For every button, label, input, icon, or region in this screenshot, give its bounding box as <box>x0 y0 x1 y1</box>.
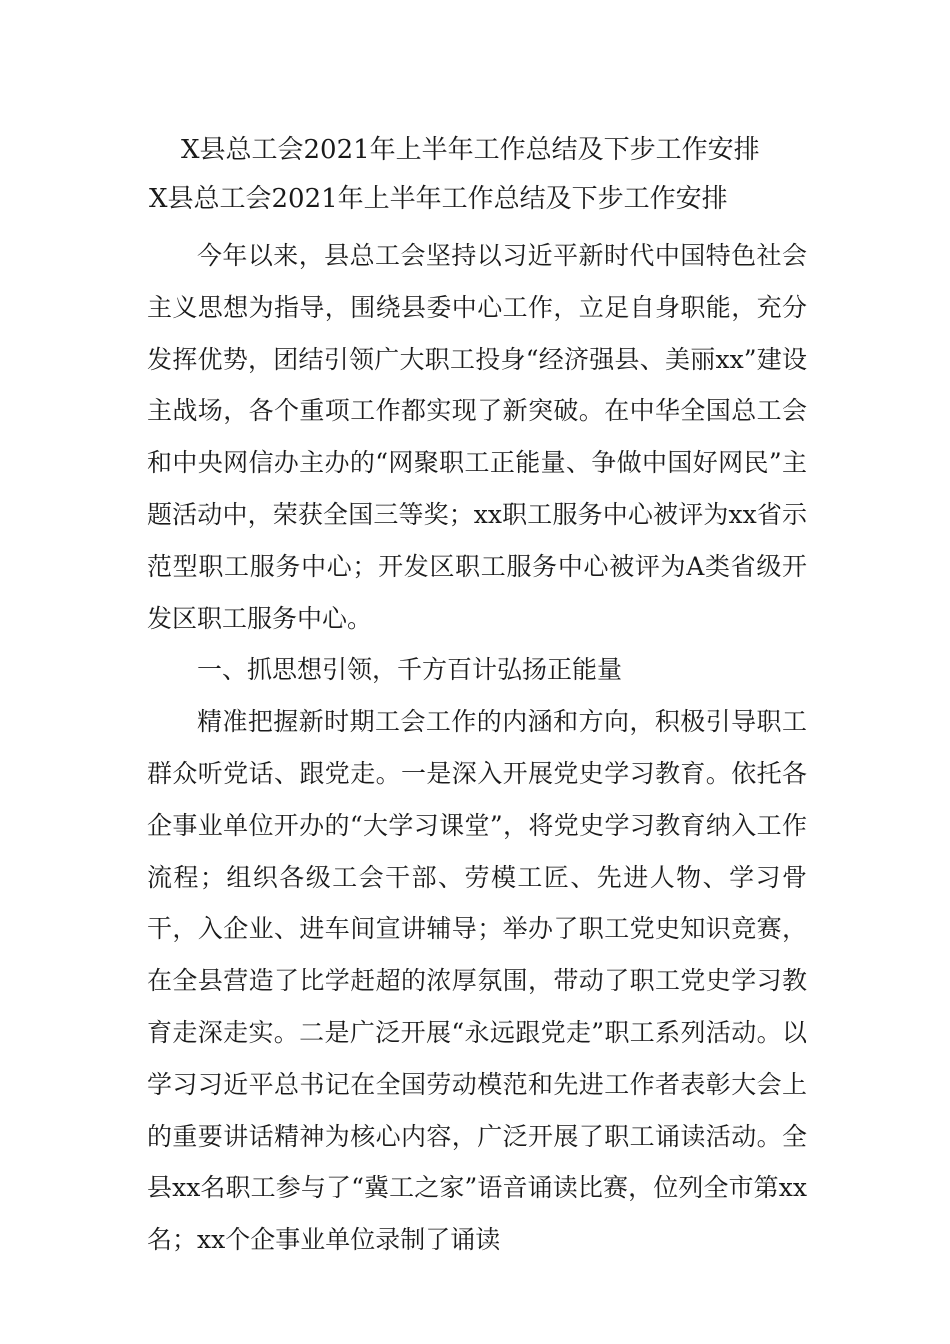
paragraph-intro: 今年以来，县总工会坚持以习近平新时代中国特色社会主义思想为指导，围绕县委中心工作，立足自身职能，充分发挥优势，团结引领广大职工投身“经济强县、美丽xx”建设主战场，各个重项工作都实现了新突破。在中华全国总工会和中央网信办主办的“网聚职工正能量、争做中国好网民”主题活动中，荣获全国三等奖；xx职工服务中心被评为xx省示范型职工服务中心；开发区职工服务中心被评为A类省级开发区职工服务中心。 <box>147 241 807 633</box>
paragraph-section-1: 精准把握新时期工会工作的内涵和方向，积极引导职工群众听党话、跟党走。一是深入开展党史学习教育。依托各企事业单位开办的“大学习课堂”，将党史学习教育纳入工作流程；组织各级工会干部、劳模工匠、先进人物、学习骨干，入企业、进车间宣讲辅导；举办了职工党史知识竞赛，在全县营造了比学赶超的浓厚氛围，带动了职工党史学习教育走深走实。二是广泛开展“永远跟党走”职工系列活动。以学习习近平总书记在全国劳动模范和先进工作者表彰大会上的重要讲话精神为核心内容，广泛开展了职工诵读活动。全县xx名职工参与了“冀工之家”语音诵读比赛，位列全市第xx名；xx个企事业单位录制了诵读 <box>147 707 807 1255</box>
section-heading-1: 一、抓思想引领，千方百计弘扬正能量 <box>197 655 623 685</box>
document-body <box>147 230 807 1266</box>
document-subtitle: X县总工会2021年上半年工作总结及下步工作安排 <box>149 184 728 214</box>
document-title: X县总工会2021年上半年工作总结及下步工作安排 <box>181 135 760 165</box>
